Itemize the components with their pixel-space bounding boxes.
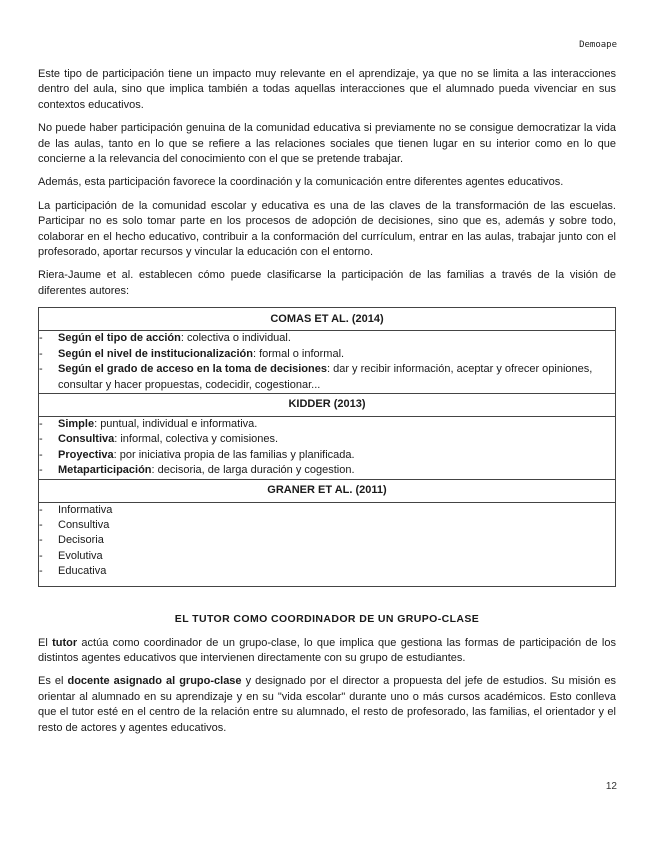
list-item [39,417,615,432]
tutor-paragraph-2 [38,674,616,736]
graner-list [39,503,615,580]
item-desc: : formal o informal. [252,347,345,360]
list-item: - Consultiva [39,518,615,533]
graner-body [39,502,616,586]
item-desc: : decisoria, de larga duración y cogestion. [151,464,355,477]
item-term: Metaparticipación [58,464,152,477]
page-content [38,67,616,744]
item-desc: : dar y recibir información, aceptar y ofrecer opiniones, consultar y hacer propuestas, codecidir, cogestionar... [58,363,593,391]
intro-paragraph-5: Riera-Jaume et al. establecen cómo puede clasificarse la participación de las familias a través de la visión de diferentes autores: [38,269,616,297]
kidder-list [39,417,615,479]
list-item: - Educativa [39,564,615,579]
item-term: Según el tipo de acción [58,332,181,345]
item-desc: : informal, colectiva y comisiones. [114,433,279,446]
item-term: Según el grado de acceso en la toma de decisiones [58,363,327,376]
header-tag: Demoape [579,40,617,50]
item-desc: : colectiva o individual. [180,332,291,345]
text-run: El [38,636,53,649]
page-number: 12 [605,781,617,792]
bold-term: tutor [52,636,78,649]
list-item: - Informativa [39,503,615,518]
item-term: Simple [58,417,95,430]
item-term: Proyectiva [58,448,114,461]
list-item: - Evolutiva [39,549,615,564]
section-title: EL TUTOR COMO COORDINADOR DE UN GRUPO-CLASE [174,612,480,625]
bold-term: docente asignado al grupo-clase [67,675,242,688]
classification-table [38,307,616,586]
item-desc: : puntual, individual e informativa. [94,417,258,430]
comas-body [39,331,616,394]
list-item [39,347,615,362]
intro-paragraph-1: Este tipo de participación tiene un impacto muy relevante en el aprendizaje, ya que no se limita a las interacciones dentro del aula, sino que implica también a todas aquellas interacciones que el alumnado pueda vivenciar en sus contextos educativos. [38,68,616,111]
intro-paragraph-4: La participación de la comunidad escolar y educativa es una de las claves de la transformación de las escuelas. Participar no es solo tomar parte en los procesos de adopción de decisiones, sino que es, además y sobre todo, colaborar en el hecho educativo, contribuir a la conformación del currículum, entrar en las aulas, trabajar junto con el profesorado, aportar recursos y vincular la educación con el entorno. [38,199,616,259]
kidder-header: KIDDER (2013) [39,393,616,416]
kidder-body [39,416,616,479]
list-item [39,463,615,478]
intro-paragraph-3: Además, esta participación favorece la coordinación y la comunicación entre diferentes agentes educativos. [38,176,564,189]
list-item: - Decisoria [39,533,615,548]
item-term: Consultiva [58,433,115,446]
tutor-paragraph-1 [38,636,616,667]
text-run: Es el [38,675,68,688]
item-term: Según el nivel de institucionalización [58,347,253,360]
list-item [39,448,615,463]
intro-paragraph-2: No puede haber participación genuina de la comunidad educativa si previamente no se consigue democratizar la vida de las aulas, tanto en lo que se refiere a las relaciones sociales que tienen lugar en su interior como en lo que concierne a la relevancia del conocimiento con el que se pretende trabajar. [38,122,616,166]
text-run: actúa como coordinador de un grupo-clase, lo que implica que gestiona las formas de participación de los distintos agentes educativos que intervienen directamente con su grupo de estudiantes. [38,636,616,664]
graner-header: GRANER ET AL. (2011) [39,479,616,502]
text-run: y designado por el director a propuesta del jefe de estudios. Su misión es orientar al alumnado en su aprendizaje y en su "vida escolar" durante uno o más cursos académicos. Esto conlleva que el tutor esté en el centro de la relación entre su alumnado, el resto de profesorado, las familias, el orientador y el resto de actores y agentes educativos. [38,675,616,734]
list-item [39,432,615,447]
list-item [39,362,615,393]
list-item [39,331,615,346]
comas-list [39,331,615,393]
comas-header: COMAS ET AL. (2014) [39,308,616,331]
item-desc: : por iniciativa propia de las familias y planificada. [113,448,355,461]
